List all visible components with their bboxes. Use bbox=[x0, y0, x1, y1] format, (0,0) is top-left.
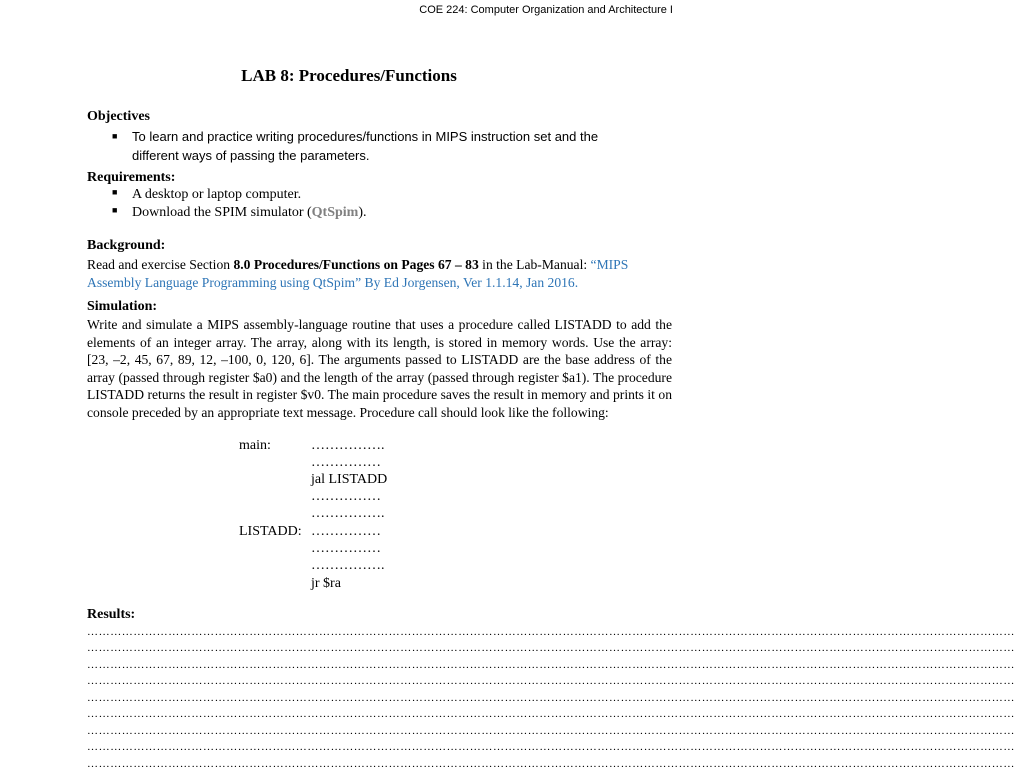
results-line[interactable]: …………………………………………………………………………………………………………………………………………………………………………………………………………………… bbox=[87, 692, 1015, 704]
code-line: …………… bbox=[311, 455, 381, 470]
code-line: ……………. bbox=[311, 506, 385, 521]
results-line[interactable]: …………………………………………………………………………………………………………………………………………………………………………………………………………………… bbox=[87, 675, 1015, 687]
bullet-icon: ■ bbox=[112, 187, 118, 197]
objectives-item-line1: To learn and practice writing procedures/functions in MIPS instruction set and the bbox=[132, 129, 599, 144]
lab-manual-link[interactable]: “MIPS bbox=[590, 257, 629, 272]
code-label-main: main: bbox=[239, 438, 271, 453]
results-line[interactable]: …………………………………………………………………………………………………………………………………………………………………………………………………………………… bbox=[87, 741, 1015, 753]
code-line-jal: jal LISTADD bbox=[311, 472, 388, 487]
objectives-item bbox=[112, 127, 598, 165]
results-heading: Results: bbox=[87, 607, 136, 622]
page-title: LAB 8: Procedures/Functions bbox=[241, 66, 457, 85]
background-text: in the Lab-Manual: bbox=[478, 257, 591, 272]
lab-manual-link[interactable]: Assembly Language Programming using QtSpim” bbox=[87, 275, 362, 290]
requirements-item-computer bbox=[112, 187, 301, 203]
requirements-item-suffix: ). bbox=[358, 205, 367, 220]
results-line[interactable]: …………………………………………………………………………………………………………………………………………………………………………………………………………………… bbox=[87, 642, 1015, 654]
page-header: COE 224: Computer Organization and Architecture I bbox=[419, 4, 673, 16]
objectives-heading: Objectives bbox=[87, 109, 150, 124]
code-line: …………… bbox=[311, 524, 381, 539]
background-text: Read and exercise Section bbox=[87, 257, 234, 272]
background-line-1 bbox=[87, 256, 628, 274]
bullet-icon: ■ bbox=[112, 205, 118, 215]
results-line[interactable]: …………………………………………………………………………………………………………………………………………………………………………………………………………………… bbox=[87, 659, 1015, 671]
requirements-item-text: A desktop or laptop computer. bbox=[132, 187, 302, 202]
background-author: By Ed Jorgensen, Ver 1.1.14, Jan 2016. bbox=[361, 275, 579, 290]
code-line: ……………. bbox=[311, 558, 385, 573]
background-line-2 bbox=[87, 274, 578, 292]
simulation-paragraph: Write and simulate a MIPS assembly-language routine that uses a procedure called LISTADD to add the elements of an integer array. The array, along with its length, is stored in memory words. Use the array: [23, –2, 45, 67, 89, 12, –100, 0, 120, 6]. The arguments passed to LISTADD are the base address of the array (passed through register $a0) and the length of the array (passed through register $a1). The procedure LISTADD returns the result in register $v0. The main procedure saves the result in memory and prints it on console preceded by an appropriate text message. Procedure call should look like the following: bbox=[87, 317, 672, 420]
results-line[interactable]: …………………………………………………………………………………………………………………………………………………………………………………………………………………… bbox=[87, 708, 1015, 720]
background-section-ref: 8.0 Procedures/Functions on Pages 67 – 83 bbox=[233, 257, 479, 272]
requirements-heading: Requirements: bbox=[87, 170, 176, 185]
code-line: ……………. bbox=[311, 438, 385, 453]
results-line[interactable]: …………………………………………………………………………………………………………………………………………………………………………………………………………………… bbox=[87, 626, 1015, 638]
code-line-jr: jr $ra bbox=[311, 576, 341, 591]
bullet-icon: ■ bbox=[112, 131, 118, 141]
requirements-item-spim bbox=[112, 205, 367, 221]
requirements-item-prefix: Download the SPIM simulator ( bbox=[132, 205, 312, 220]
objectives-item-line2: different ways of passing the parameters. bbox=[132, 148, 370, 163]
code-line: …………… bbox=[311, 541, 381, 556]
results-line[interactable]: …………………………………………………………………………………………………………………………………………………………………………………………………………………… bbox=[87, 725, 1015, 737]
code-label-listadd: LISTADD: bbox=[239, 524, 302, 539]
simulation-heading: Simulation: bbox=[87, 299, 158, 314]
qtspim-label: QtSpim bbox=[311, 205, 359, 220]
results-line[interactable]: …………………………………………………………………………………………………………………………………………………………………………………………………………………… bbox=[87, 758, 1015, 770]
background-heading: Background: bbox=[87, 238, 166, 253]
code-line: …………… bbox=[311, 489, 381, 504]
